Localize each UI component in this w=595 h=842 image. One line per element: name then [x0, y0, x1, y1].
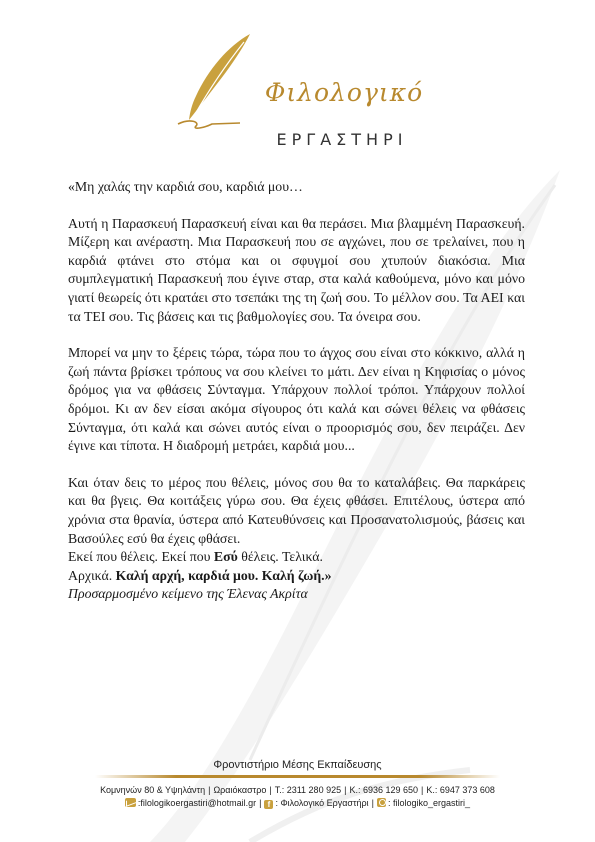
footer-area: Ωραιόκαστρο [213, 785, 267, 795]
footer-phone: Τ.: 2311 280 925 [274, 785, 342, 795]
footer-social-line: :filologikoergastiri@hotmail.gr | f : Φιλολογικό Εργαστήρι | : filologiko_ergastiri_ [95, 797, 500, 810]
letter-paragraph: Μπορεί να μην το ξέρεις τώρα, τώρα που το άγχος σου είναι στο κόκκινο, αλλά η ζωή πάντα βρίσκει τρόπους να σου κλείνει το μάτι. Δεν είναι η Κηφισίας ο μόνος δρόμος για να φθάσεις Σύνταγμα. Υπάρχουν πολλοί τρόποι. Υπάρχουν πολλοί δρόμοι. Κι αν δεν είσαι ακόμα σίγουρος ότι καλά και σώνει θέλεις να φθάσεις Σύνταγμα, ότι καλά και σώνει αυτός είναι ο προορισμός σου, δεν πειράζει. Δεν έγινε και τίποτα. Η διαδρομή μετράει, καρδιά μου... [68, 345, 525, 454]
letter-closing-line: Αρχικά. Καλή αρχή, καρδιά μου. Καλή ζωή.» [68, 567, 332, 583]
emphasis-text: Καλή αρχή, καρδιά μου. Καλή ζωή.» [115, 567, 332, 583]
facebook-icon: f [264, 800, 273, 809]
logo-subtitle: ΕΡΓΑΣΤΗΡΙ [276, 130, 408, 149]
footer-instagram[interactable]: : filologiko_ergastiri_ [388, 798, 471, 808]
letter-paragraph: Αυτή η Παρασκευή Παρασκευή είναι και θα περάσει. Μια βλαμμένη Παρασκευή. Μίζερη και ανέραστη. Μια Παρασκευή που σε αγχώνει, που σε τρελαίνει, που η καρδιά φτάνει στο στόμα και οι σφυγμοί σου χτυπούν διακόσια. Μια συμπλεγματική Παρασκευή που έγινε σταρ, στα καλά καθούμενα, μόνο και μόνο γιατί θεωρείς ότι κρατάει στο τσεπάκι της τη ζωή σου. Το μέλλον σου. Τα ΑΕΙ και τα ΤΕΙ σου. Τις βάσεις και τις βαθμολογίες σου. Τα όνειρα σου. [68, 215, 525, 324]
footer-divider [95, 775, 500, 778]
letter-closing-line: Εκεί που θέλεις. Εκεί που Εσύ θέλεις. Τελικά. [68, 549, 323, 565]
footer-facebook[interactable]: : Φιλολογικό Εργαστήρι [275, 798, 369, 808]
letter-signature: Προσαρμοσμένο κείμενο της Έλενας Ακρίτα [68, 586, 308, 602]
letter-opening: «Μη χαλάς την καρδιά σου, καρδιά μου… [68, 179, 303, 194]
footer-contact-line: Κομνηνών 80 & Υψηλάντη | Ωραιόκαστρο | Τ.: 2311 280 925 | Κ.: 6936 129 650 | Κ.: 6947 373 608 [100, 785, 495, 795]
brand-logo [170, 30, 470, 149]
page-footer [95, 758, 500, 810]
instagram-icon [377, 798, 386, 807]
footer-mobile: Κ.: 6936 129 650 [349, 785, 418, 795]
footer-mobile: Κ.: 6947 373 608 [426, 785, 495, 795]
footer-title: Φροντιστήριο Μέσης Εκπαίδευσης [213, 759, 382, 771]
letter-body [68, 178, 525, 604]
letter-paragraph: Και όταν δεις το μέρος που θέλεις, μόνος σου θα το καταλάβεις. Θα παρκάρεις και θα βγεις. Θα κοιτάξεις γύρω σου. Θα έχεις φθάσει. Επιτέλους, ύστερα από χρόνια στα θρανία, ύστερα από Κατευθύνσεις και Προσανατολισμούς, βάσεις και Βασούλες εσύ θα έχεις φθάσει. [68, 474, 525, 546]
mail-icon [125, 798, 136, 807]
footer-address: Κομνηνών 80 & Υψηλάντη [100, 785, 206, 795]
emphasis-text: Εσύ [213, 549, 238, 565]
footer-email[interactable]: :filologikoergastiri@hotmail.gr [137, 798, 257, 808]
logo-title: Φιλολογικό [264, 78, 424, 107]
